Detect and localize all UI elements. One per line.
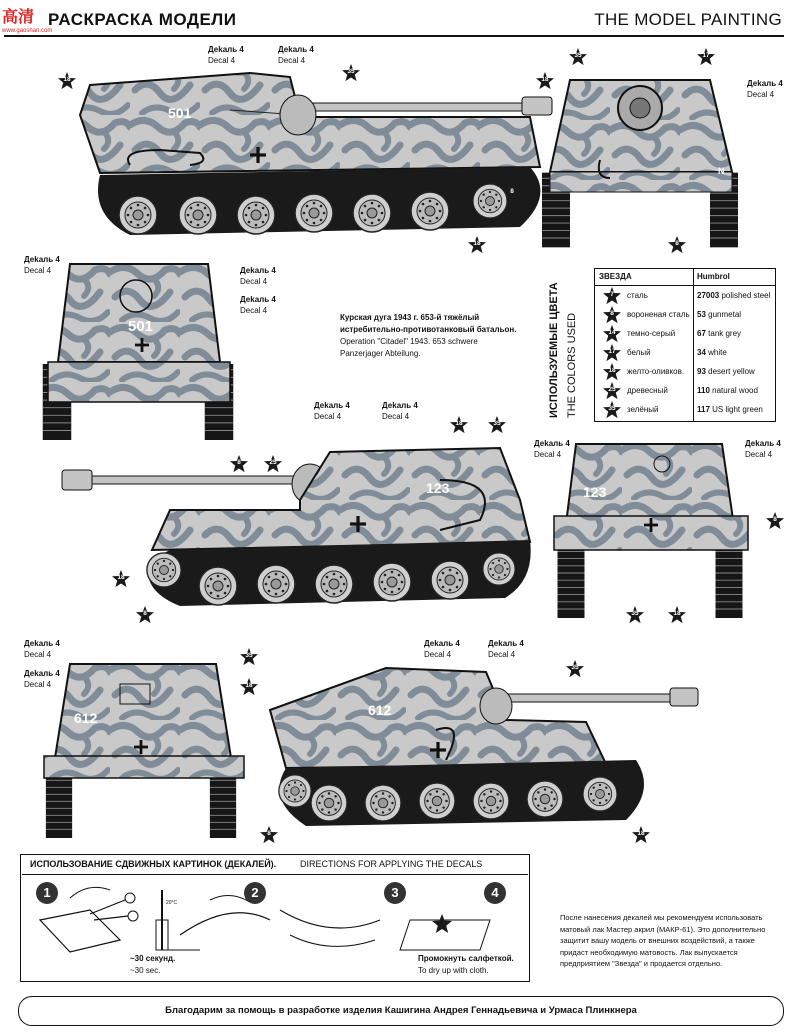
decal-label: Деkаль 4 Decal 4: [488, 639, 524, 659]
callout-star-icon: 18: [632, 826, 650, 844]
step-2-badge: 2: [244, 882, 266, 904]
step-3-badge: 3: [384, 882, 406, 904]
decal-label: Деkаль 4 Decal 4: [240, 266, 276, 286]
callout-star-icon: 8: [136, 606, 154, 624]
decal-label: Деkаль 4 Decal 4: [534, 439, 570, 459]
decal-label: Деkаль 4 Decal 4: [240, 295, 276, 315]
callout-star-icon: 35: [488, 416, 506, 434]
callout-star-icon: 8: [668, 236, 686, 254]
decal-label: Деkаль 4 Decal 4: [745, 439, 781, 459]
vehicle-501-side-illustration: [60, 55, 570, 255]
callout-star-icon: 18: [668, 606, 686, 624]
vehicle-612-rear-illustration: [40, 660, 250, 840]
rear-tag: N: [718, 166, 725, 176]
decal-label: Деkаль 4 Decal 4: [424, 639, 460, 659]
callout-star-icon: 25: [264, 455, 282, 473]
footer-credits: Благодарим за помощь в разработке изделия Кашигина Андрея Геннадьевича и Урмаса Плинкнера: [165, 1005, 637, 1016]
callout-star-icon: 35: [342, 64, 360, 82]
callout-star-icon: 18: [450, 416, 468, 434]
color-row: [595, 343, 775, 362]
step1-time-ru: ~30 секунд.: [130, 954, 176, 963]
vehicle-501-front-illustration: [40, 262, 250, 442]
decal-label: Деkаль 4 Decal 4: [24, 669, 60, 689]
color-row: [595, 305, 775, 324]
operation-description: Курская дуга 1943 г. 653-й тяжёлый истребительно-противотанковый батальон. Operation "Citadel" 1943. 653 schwere Panzerjager Abteilung.: [340, 313, 517, 358]
decal-label: Деkаль 4 Decal 4: [24, 639, 60, 659]
step4-text-en: To dry up with cloth.: [418, 966, 489, 975]
color-name-ru: сталь: [627, 291, 648, 300]
callout-star-icon: 8: [766, 512, 784, 530]
star-icon: 17: [603, 344, 621, 362]
humbrol-color: 117 US light green: [697, 405, 763, 414]
callout-star-icon: 35: [626, 606, 644, 624]
vehicle-123-rear-number: 123: [583, 484, 607, 500]
colors-used-title-ru: ИСПОЛЬЗУЕМЫЕ ЦВЕТА: [548, 282, 560, 418]
vehicle-501-front-number: 501: [128, 318, 154, 335]
humbrol-color: 67 tank grey: [697, 329, 742, 338]
star-icon: 8: [603, 306, 621, 324]
varnish-note: После нанесения декалей мы рекомендуем использовать матовый лак Мастер акрил (МАКР-61). Это дополнительно защитит вашу модель от внешних воздействий, а также придаст необходимую матовость. Лак выпускается предприятием "Звезда" и продается отдельно.: [560, 913, 766, 968]
step4-text-ru: Промокнуть салфеткой.: [418, 954, 514, 963]
callout-star-icon: 18: [240, 678, 258, 696]
color-name-ru: древесный: [627, 386, 668, 395]
callout-star-icon: 18: [536, 72, 554, 90]
vehicle-123-side-number: 123: [426, 480, 450, 496]
callout-star-icon: 18: [112, 570, 130, 588]
watermark-url: www.gaoshan.com: [2, 28, 53, 34]
humbrol-color: 93 desert yellow: [697, 367, 755, 376]
callout-star-icon: 35: [569, 48, 587, 66]
vehicle-501-side-number: 501: [168, 105, 192, 121]
color-name-ru: белый: [627, 348, 651, 357]
callout-star-icon: 8: [260, 826, 278, 844]
step-4-badge: 4: [484, 882, 506, 904]
directions-title-ru: ИСПОЛЬЗОВАНИЕ СДВИЖНЫХ КАРТИНОК (ДЕКАЛЕЙ).: [30, 859, 277, 869]
humbrol-color: 34 white: [697, 348, 727, 357]
callout-star-icon: 35: [240, 648, 258, 666]
color-row: [595, 324, 775, 343]
vehicle-123-rear-illustration: [552, 440, 752, 620]
callout-star-icon: 35: [566, 660, 584, 678]
star-icon: 25: [603, 382, 621, 400]
decal-label: Деkаль 4 Decal 4: [382, 401, 418, 421]
page-title-en: THE MODEL PAINTING: [594, 10, 782, 29]
directions-title-en: DIRECTIONS FOR APPLYING THE DECALS: [300, 859, 483, 869]
decal-label: Деkаль 4 Decal 4: [208, 45, 244, 65]
decal-label: Деkаль 4 Decal 4: [747, 79, 783, 99]
color-name-ru: зелёный: [627, 405, 659, 414]
color-name-ru: темно-серый: [627, 329, 676, 338]
humbrol-color: 27003 polished steel: [697, 291, 771, 300]
watermark-logo: 高清: [2, 7, 35, 26]
color-name-ru: желто-оливков.: [627, 367, 685, 376]
vehicle-612-side-illustration: [266, 660, 706, 840]
page-title-ru: РАСКРАСКА МОДЕЛИ: [48, 10, 237, 29]
color-row: [595, 362, 775, 381]
vehicle-612-side-number: 612: [368, 702, 392, 718]
callout-star-icon: 18: [58, 72, 76, 90]
decal-label: Деkаль 4 Decal 4: [24, 255, 60, 275]
colors-table-header: ЗВЕЗДА Humbrol: [595, 269, 775, 286]
colors-used-table: [594, 268, 776, 422]
step1-time-en: ~30 sec.: [130, 966, 161, 975]
callout-star-icon: 17: [697, 48, 715, 66]
star-icon: 14: [603, 325, 621, 343]
color-row: [595, 286, 775, 305]
humbrol-color: 53 gunmetal: [697, 310, 742, 319]
star-icon: 35: [603, 401, 621, 419]
step-1-badge: 1: [36, 882, 58, 904]
decal-label: Деkаль 4 Decal 4: [314, 401, 350, 421]
vehicle-123-side-illustration: [60, 440, 540, 620]
star-icon: 7: [603, 287, 621, 305]
color-row: [595, 400, 775, 419]
thermometer-label: 20°C: [166, 900, 178, 906]
color-row: [595, 381, 775, 400]
callout-star-icon: 18: [468, 236, 486, 254]
header-divider: [4, 35, 784, 37]
star-icon: 18: [603, 363, 621, 381]
decal-label: Деkаль 4 Decal 4: [278, 45, 314, 65]
directions-divider: [22, 874, 528, 875]
vehicle-front-view-illustration: [540, 60, 750, 250]
vehicle-612-rear-number: 612: [74, 710, 98, 726]
humbrol-color: 110 natural wood: [697, 386, 758, 395]
colors-used-title-en: THE COLORS USED: [566, 312, 578, 418]
color-name-ru: вороненая сталь: [627, 310, 690, 319]
callout-star-icon: 8: [503, 184, 521, 202]
callout-star-icon: 8: [230, 455, 248, 473]
